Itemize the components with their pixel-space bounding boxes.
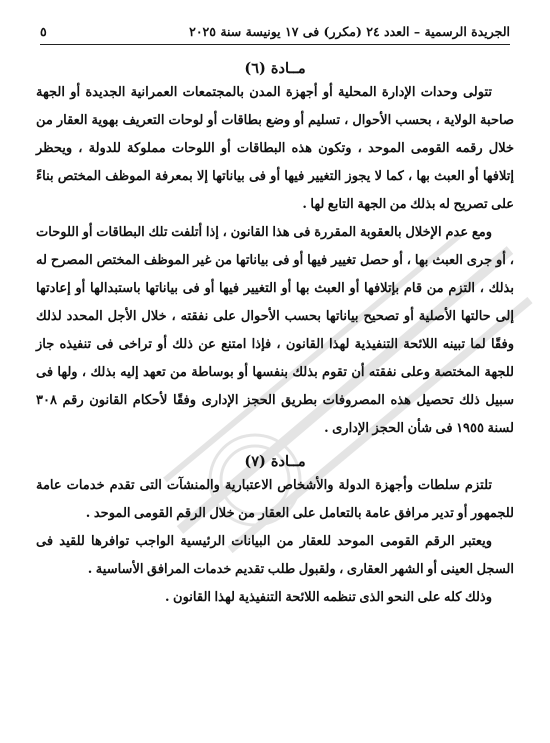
article-6-title: مــادة (٦) [244, 60, 306, 77]
page-number: ٥ [40, 23, 47, 39]
article-7-paragraph-2: ويعتبر الرقم القومى الموحد للعقار من البيانات الرئيسية الواجب توافرها للقيد فى السجل العينى أو الشهر العقارى ، ولقبول طلب تقديم خدمات المرافق الأساسية . [36, 534, 514, 577]
page-header [40, 20, 510, 42]
article-7-title: مــادة (٧) [244, 453, 306, 470]
article-6-paragraph-1: تتولى وحدات الإدارة المحلية أو أجهزة المدن بالمجتمعات العمرانية الجديدة أو الجهة صاحبة الولاية ، بحسب الأحوال ، تسليم أو وضع بطاقات أو لوحات التعريف بهوية العقار من خلال رقمه القومى الموحد ، وتكون هذه البطاقات أو اللوحات مملوكة للدولة ، ويحظر إتلافها أو العبث بها ، كما لا يجوز التغيير فيها أو فى بياناتها إلا بمعرفة الموظف المختص بناءً على تصريح له بذلك من الجهة التابع لها . [36, 85, 514, 212]
article-7-paragraph-1: تلتزم سلطات وأجهزة الدولة والأشخاص الاعتبارية والمنشآت التى تقدم خدمات عامة للجمهور أو تدير مرافق عامة بالتعامل على العقار من خلال الرقم القومى الموحد . [36, 478, 514, 521]
header-divider [40, 44, 510, 45]
article-7-paragraph-3: وذلك كله على النحو الذى تنظمه اللائحة التنفيذية لهذا القانون . [164, 590, 492, 605]
document-body [36, 60, 514, 612]
article-6-paragraph-2: ومع عدم الإخلال بالعقوبة المقررة فى هذا القانون ، إذا أتلفت تلك البطاقات أو اللوحات ، أو جرى العبث بها ، أو حصل تغيير فيها أو فى بياناتها من غير الموظف المختص المصرح له بذلك ، التزم من قام بإتلافها أو العبث بها أو التغيير فيها أو فى بياناتها باستبدالها أو إعادتها إلى حالتها الأصلية أو تصحيح بياناتها بحسب الأحوال على نفقته ، خلال الأجل المحدد لذلك وفقًا لما تبينه اللائحة التنفيذية لهذا القانون ، فإذا امتنع عن ذلك أو تراخى فى تنفيذه جاز للجهة المختصة وعلى نفقته أن تقوم بذلك بنفسها أو بوساطة من تعهد إليه بذلك ، ولها فى سبيل ذلك تحصيل هذه المصروفات بطريق الحجز الإدارى وفقًا لأحكام القانون رقم ٣٠٨ لسنة ١٩٥٥ فى شأن الحجز الإدارى . [36, 225, 514, 436]
gazette-title: الجريدة الرسمية – العدد ٢٤ (مكرر) فى ١٧ يونيسة سنة ٢٠٢٥ [189, 23, 510, 39]
